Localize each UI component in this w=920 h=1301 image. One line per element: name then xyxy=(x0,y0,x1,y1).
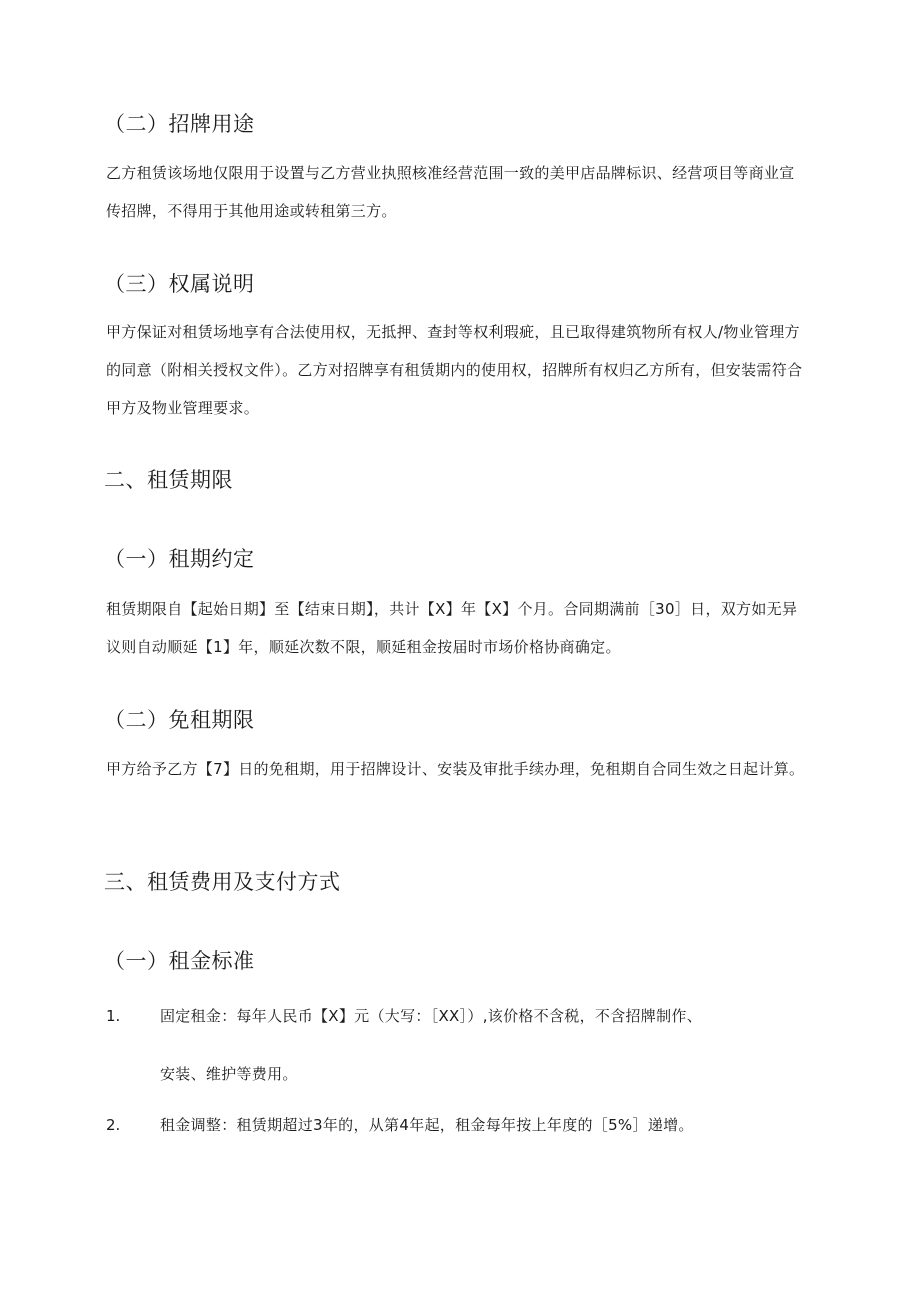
paragraph-signage-use: 乙方租赁该场地仅限用于设置与乙方营业执照核准经营范围一致的美甲店品牌标识、经营项目等商业宣传招牌，不得用于其他用途或转租第三方。 xyxy=(106,164,795,220)
paragraph-ownership: 甲方保证对租赁场地享有合法使用权，无抵押、查封等权利瑕疵，且已取得建筑物所有权人/物业管理方的同意（附相关授权文件）。乙方对招牌享有租赁期内的使用权，招牌所有权归乙方所有，但安装需符合甲方及物业管理要求。 xyxy=(106,323,803,417)
heading-rent-free: （二）免租期限 xyxy=(104,708,255,732)
list-item-number: 1. xyxy=(106,1007,121,1025)
heading-ownership: （三）权属说明 xyxy=(104,272,255,296)
list-item-text-continued: 安装、维护等费用。 xyxy=(160,1065,298,1083)
list-item-text: 固定租金：每年人民币【X】元（大写：［XX］）,该价格不含税，不含招牌制作、 xyxy=(160,1007,702,1025)
paragraph-term-agreement: 租赁期限自【起始日期】至【结束日期】，共计【X】年【X】个月。合同期满前［30］日，双方如无异议则自动顺延【1】年，顺延次数不限，顺延租金按届时市场价格协商确定。 xyxy=(106,600,798,656)
heading-fees: 三、租赁费用及支付方式 xyxy=(104,870,341,894)
heading-lease-term: 二、租赁期限 xyxy=(104,468,233,492)
paragraph-rent-free: 甲方给予乙方【7】日的免租期，用于招牌设计、安装及审批手续办理，免租期自合同生效之日起计算。 xyxy=(106,760,805,778)
heading-term-agreement: （一）租期约定 xyxy=(104,547,255,571)
heading-rent-standard: （一）租金标准 xyxy=(104,949,255,973)
list-item-number: 2. xyxy=(106,1116,121,1134)
list-item-text: 租金调整：租赁期超过3年的，从第4年起，租金每年按上年度的［5%］递增。 xyxy=(160,1116,694,1134)
heading-signage-use: （二）招牌用途 xyxy=(104,112,255,136)
